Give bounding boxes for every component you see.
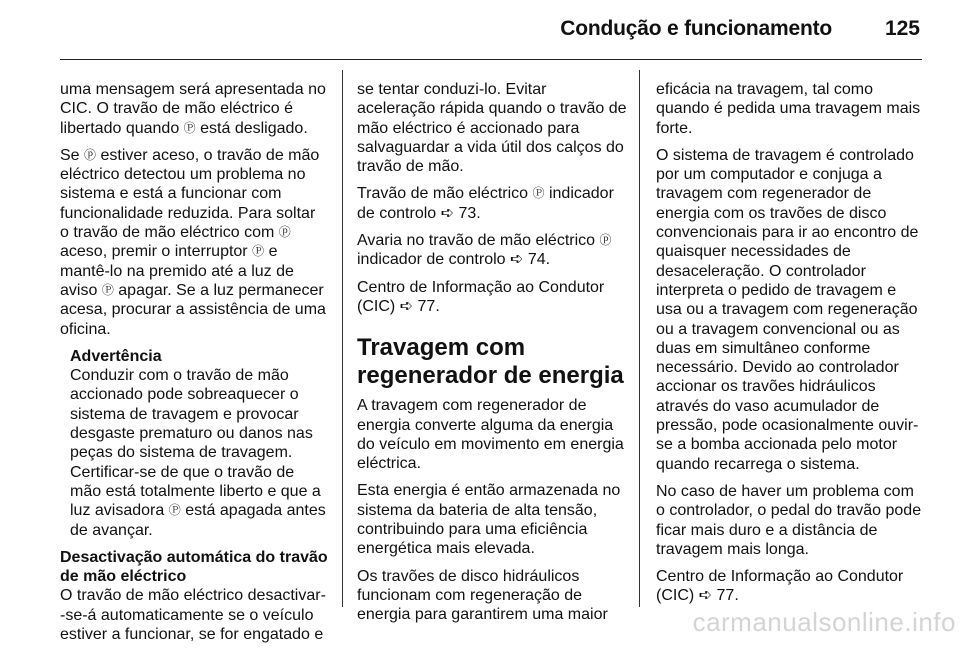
paragraph: se tentar conduzi-lo. Evitar aceleração rápida quando o travão de mão eléctrico é accionado para salvaguardar a vida útil dos calços do travão de mão.: [357, 81, 627, 176]
warning-box: [70, 347, 328, 540]
paragraph: Avaria no travão de mão eléctrico ⓟ indicador de controlo ➪ 74.: [357, 232, 612, 269]
paragraph: No caso de haver um problema com o controlador, o pedal do travão pode ficar mais duro e a distância de travagem mais longa.: [656, 482, 922, 558]
warning-title: Advertência: [70, 347, 162, 365]
paragraph: Se ⓟ estiver aceso, o travão de mão eléctrico detectou um problema no sistema e está a funcionar com funcionalidade reduzida. Para soltar o travão de mão eléctrico com ⓟ aceso, premir o interruptor Ⓟ e mantê-lo na premido até a luz de aviso Ⓟ apagar. Se a luz permanecer acesa, procurar a assistência de uma oficina.: [60, 146, 326, 338]
paragraph: Travão de mão eléctrico Ⓟ indicador de controlo ➪ 73.: [357, 185, 614, 222]
page-reference[interactable]: ➪ 77.: [399, 297, 440, 315]
page-reference[interactable]: ➪ 73.: [440, 204, 481, 222]
page-title: Condução e funcionamento: [560, 17, 832, 40]
paragraph: A travagem com regenerador de energia converte alguma da energia do veículo em movimento em energia eléctrica.: [357, 397, 624, 473]
section-heading: Travagem com regenerador de energia: [357, 334, 624, 390]
parking-brake-icon: Ⓟ: [252, 244, 265, 259]
paragraph: Centro de Informação ao Condutor (CIC) ➪ 77.: [656, 568, 904, 605]
paragraph: O travão de mão eléctrico desactivar--se-á automaticamente se o veículo estiver a funcionar, se for engatado e: [60, 587, 326, 644]
parking-brake-icon: Ⓟ: [101, 282, 114, 297]
column-2: [357, 80, 627, 633]
paragraph: eficácia na travagem, tal como quando é pedida uma travagem mais forte.: [656, 81, 921, 137]
watermark: carmanualsonline.info: [692, 607, 956, 637]
section-subheading: Desactivação automática do travão de mão eléctrico: [60, 548, 328, 586]
column-divider-1: [342, 70, 343, 607]
paragraph: Esta energia é então armazenada no sistema da bateria de alta tensão, contribuindo para uma eficiência energética mais elevada.: [357, 482, 621, 558]
page-number: 125: [884, 17, 920, 40]
parking-brake-icon: Ⓟ: [183, 120, 196, 135]
paragraph: Os travões de disco hidráulicos funcionam com regeneração de energia para garantirem uma maior: [357, 567, 608, 624]
warning-text: Conduzir com o travão de mão accionado pode sobreaquecer o sistema de travagem e provocar desgaste prematuro ou danos nas peças do sistema de travagem. Certificar-se de que o travão de mão está totalmente liberto e que a luz avisadora Ⓟ está apagada antes de avançar.: [70, 367, 326, 539]
column-1: [60, 80, 328, 652]
brake-fault-icon: ⓟ: [84, 147, 97, 162]
paragraph: uma mensagem será apresentada no CIC. O travão de mão eléctrico é libertado quando Ⓟ está desligado.: [60, 81, 326, 137]
column-3: [656, 80, 926, 614]
column-divider-2: [639, 70, 640, 607]
paragraph: Centro de Informação ao Condutor (CIC) ➪ 77.: [357, 278, 605, 315]
brake-fault-icon: ⓟ: [599, 233, 612, 248]
page-header: [0, 0, 960, 58]
parking-brake-icon: Ⓟ: [532, 186, 545, 201]
header-divider: [60, 59, 922, 60]
parking-brake-icon: Ⓟ: [168, 503, 181, 518]
paragraph: O sistema de travagem é controlado por um computador e conjuga a travagem com regenerador de energia com os travões de disco convencionais para ir ao encontro de quaisquer necessidades de desaceleração. O controlador interpreta o pedido de travagem e usa ou a travagem com regeneração ou a travagem convencional ou as duas em simultâneo conforme necessário. Devido ao controlador accionar os travões hidráulicos através do vaso acumulador de pressão, pode ocasionalmente ouvir-se a bomba accionada pelo motor quando recarrega o sistema.: [656, 146, 919, 473]
page-reference[interactable]: ➪ 74.: [510, 251, 551, 269]
page-reference[interactable]: ➪ 77.: [698, 587, 739, 605]
brake-fault-icon: ⓟ: [278, 225, 291, 240]
